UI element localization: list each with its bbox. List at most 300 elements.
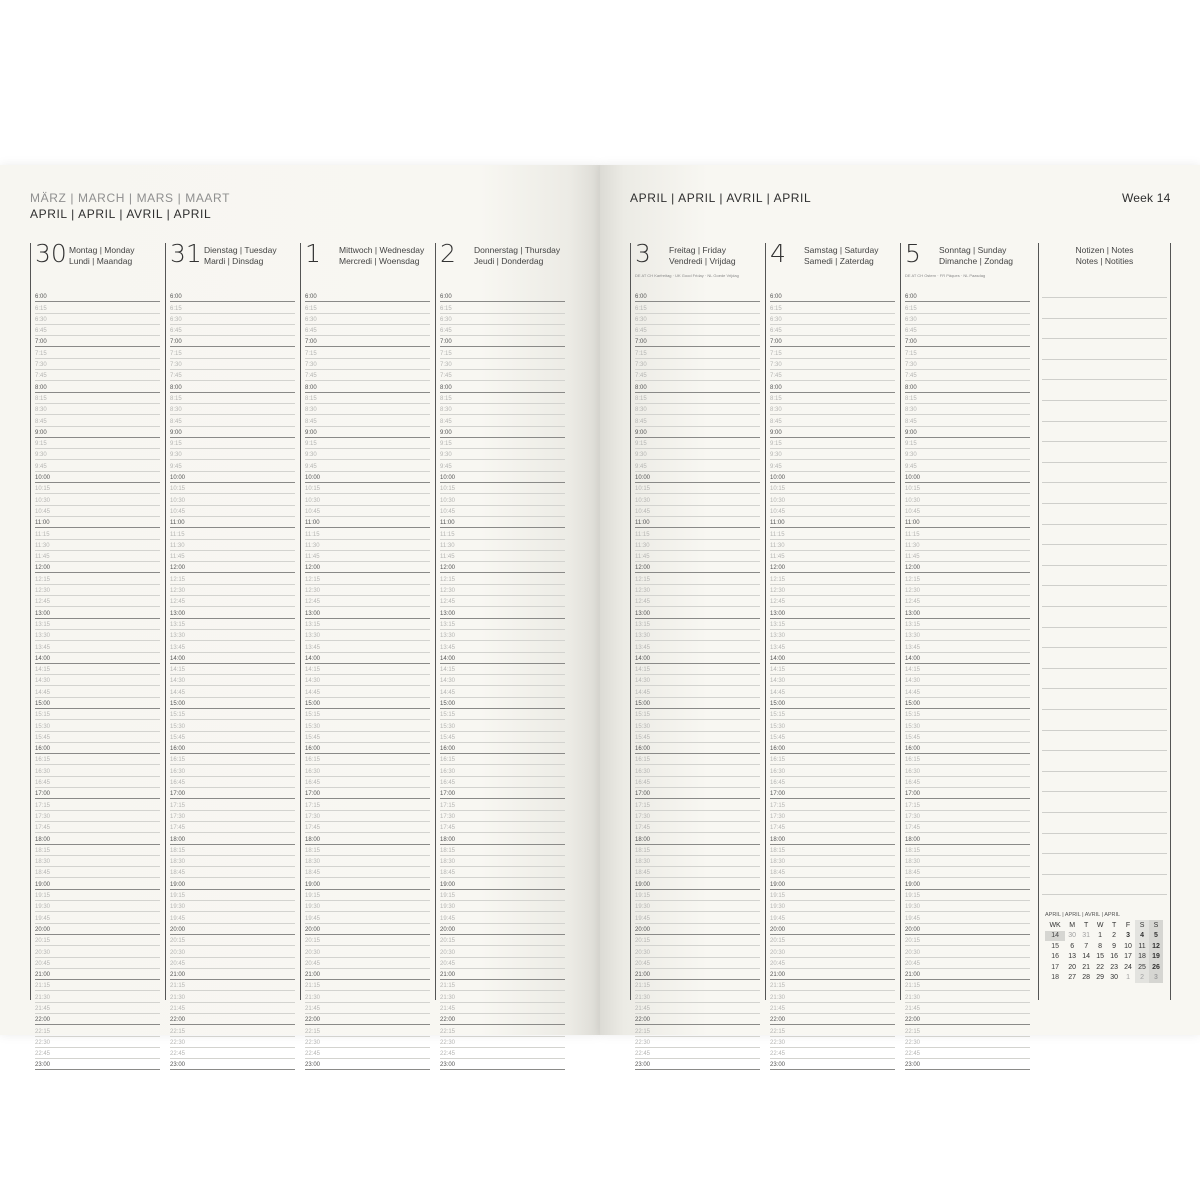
- notes-line[interactable]: [1042, 791, 1167, 792]
- time-slot[interactable]: [440, 1048, 565, 1059]
- time-slot[interactable]: [635, 404, 760, 415]
- time-slot[interactable]: [635, 1048, 760, 1059]
- time-slot[interactable]: [635, 506, 760, 517]
- time-slot[interactable]: [770, 314, 895, 325]
- time-slot[interactable]: [770, 551, 895, 562]
- time-slot[interactable]: [170, 686, 295, 697]
- time-slot[interactable]: [35, 381, 160, 392]
- time-slot[interactable]: [770, 630, 895, 641]
- time-slot[interactable]: [635, 483, 760, 494]
- time-slot[interactable]: [635, 698, 760, 709]
- time-slot[interactable]: [170, 302, 295, 313]
- time-slot[interactable]: [440, 472, 565, 483]
- time-slot[interactable]: [905, 517, 1030, 528]
- time-slot[interactable]: [170, 438, 295, 449]
- time-slot[interactable]: [305, 415, 430, 426]
- time-slot[interactable]: [305, 1037, 430, 1048]
- time-slot[interactable]: [170, 845, 295, 856]
- time-slot[interactable]: [440, 381, 565, 392]
- time-slot[interactable]: [170, 867, 295, 878]
- time-slot[interactable]: [635, 1037, 760, 1048]
- time-slot[interactable]: [635, 686, 760, 697]
- notes-line[interactable]: [1042, 482, 1167, 483]
- time-slot[interactable]: [905, 969, 1030, 980]
- time-slot[interactable]: [635, 653, 760, 664]
- time-slot[interactable]: [635, 720, 760, 731]
- time-slot[interactable]: [170, 935, 295, 946]
- time-slot[interactable]: [440, 958, 565, 969]
- time-slot[interactable]: [305, 743, 430, 754]
- notes-line[interactable]: [1042, 627, 1167, 628]
- time-slot[interactable]: [440, 291, 565, 302]
- time-slot[interactable]: [35, 630, 160, 641]
- time-slot[interactable]: [305, 460, 430, 471]
- time-slot[interactable]: [35, 799, 160, 810]
- time-slot[interactable]: [905, 675, 1030, 686]
- time-slot[interactable]: [35, 302, 160, 313]
- time-slot[interactable]: [305, 347, 430, 358]
- time-slot[interactable]: [170, 1037, 295, 1048]
- notes-line[interactable]: [1042, 606, 1167, 607]
- time-slot[interactable]: [905, 788, 1030, 799]
- time-slot[interactable]: [35, 1037, 160, 1048]
- time-slot[interactable]: [440, 460, 565, 471]
- time-slot[interactable]: [770, 935, 895, 946]
- time-slot[interactable]: [440, 664, 565, 675]
- time-slot[interactable]: [770, 924, 895, 935]
- time-slot[interactable]: [770, 958, 895, 969]
- time-slot[interactable]: [905, 359, 1030, 370]
- time-slot[interactable]: [440, 596, 565, 607]
- time-slot[interactable]: [635, 1014, 760, 1025]
- time-slot[interactable]: [35, 833, 160, 844]
- time-slot[interactable]: [170, 991, 295, 1002]
- time-slot[interactable]: [770, 619, 895, 630]
- time-slot[interactable]: [905, 664, 1030, 675]
- time-slot[interactable]: [305, 686, 430, 697]
- time-slot[interactable]: [635, 494, 760, 505]
- time-slot[interactable]: [635, 585, 760, 596]
- time-slot[interactable]: [305, 573, 430, 584]
- time-slot[interactable]: [170, 325, 295, 336]
- time-slot[interactable]: [35, 1048, 160, 1059]
- time-slot[interactable]: [905, 1037, 1030, 1048]
- time-slot[interactable]: [440, 528, 565, 539]
- time-slot[interactable]: [635, 743, 760, 754]
- time-slot[interactable]: [170, 980, 295, 991]
- time-slot[interactable]: [635, 291, 760, 302]
- time-slot[interactable]: [770, 449, 895, 460]
- time-slot[interactable]: [170, 1059, 295, 1070]
- time-slot[interactable]: [905, 472, 1030, 483]
- time-slot[interactable]: [170, 765, 295, 776]
- time-slot[interactable]: [35, 664, 160, 675]
- time-slot[interactable]: [170, 506, 295, 517]
- time-slot[interactable]: [905, 890, 1030, 901]
- time-slot[interactable]: [905, 686, 1030, 697]
- time-slot[interactable]: [170, 528, 295, 539]
- time-slot[interactable]: [905, 845, 1030, 856]
- time-slot[interactable]: [635, 935, 760, 946]
- time-slot[interactable]: [905, 946, 1030, 957]
- time-slot[interactable]: [35, 1025, 160, 1036]
- time-slot[interactable]: [440, 912, 565, 923]
- time-slot[interactable]: [35, 314, 160, 325]
- time-slot[interactable]: [905, 698, 1030, 709]
- time-slot[interactable]: [35, 754, 160, 765]
- time-slot[interactable]: [305, 811, 430, 822]
- time-slot[interactable]: [770, 991, 895, 1002]
- time-slot[interactable]: [770, 438, 895, 449]
- time-slot[interactable]: [770, 980, 895, 991]
- time-slot[interactable]: [635, 1025, 760, 1036]
- time-slot[interactable]: [305, 483, 430, 494]
- time-slot[interactable]: [305, 788, 430, 799]
- time-slot[interactable]: [35, 935, 160, 946]
- time-slot[interactable]: [905, 754, 1030, 765]
- time-slot[interactable]: [905, 528, 1030, 539]
- time-slot[interactable]: [170, 460, 295, 471]
- time-slot[interactable]: [440, 1025, 565, 1036]
- time-slot[interactable]: [905, 833, 1030, 844]
- time-slot[interactable]: [440, 314, 565, 325]
- time-slot[interactable]: [305, 619, 430, 630]
- time-slot[interactable]: [905, 619, 1030, 630]
- time-slot[interactable]: [35, 980, 160, 991]
- time-slot[interactable]: [35, 946, 160, 957]
- time-slot[interactable]: [770, 596, 895, 607]
- time-slot[interactable]: [905, 765, 1030, 776]
- time-slot[interactable]: [35, 765, 160, 776]
- time-slot[interactable]: [440, 709, 565, 720]
- time-slot[interactable]: [440, 991, 565, 1002]
- time-slot[interactable]: [35, 878, 160, 889]
- time-slot[interactable]: [440, 698, 565, 709]
- time-slot[interactable]: [440, 732, 565, 743]
- time-slot[interactable]: [440, 483, 565, 494]
- time-slot[interactable]: [170, 415, 295, 426]
- notes-line[interactable]: [1042, 318, 1167, 319]
- time-slot[interactable]: [440, 980, 565, 991]
- time-slot[interactable]: [770, 946, 895, 957]
- time-slot[interactable]: [440, 720, 565, 731]
- time-slot[interactable]: [305, 1003, 430, 1014]
- time-slot[interactable]: [305, 822, 430, 833]
- time-slot[interactable]: [170, 619, 295, 630]
- time-slot[interactable]: [170, 314, 295, 325]
- time-slot[interactable]: [35, 460, 160, 471]
- time-slot[interactable]: [305, 856, 430, 867]
- time-slot[interactable]: [635, 822, 760, 833]
- time-slot[interactable]: [905, 370, 1030, 381]
- time-slot[interactable]: [905, 393, 1030, 404]
- time-slot[interactable]: [635, 833, 760, 844]
- time-slot[interactable]: [770, 777, 895, 788]
- time-slot[interactable]: [440, 370, 565, 381]
- time-slot[interactable]: [170, 494, 295, 505]
- time-slot[interactable]: [170, 630, 295, 641]
- time-slot[interactable]: [305, 765, 430, 776]
- time-slot[interactable]: [770, 765, 895, 776]
- time-slot[interactable]: [770, 867, 895, 878]
- time-slot[interactable]: [170, 1048, 295, 1059]
- time-slot[interactable]: [170, 788, 295, 799]
- time-slot[interactable]: [635, 675, 760, 686]
- time-slot[interactable]: [305, 528, 430, 539]
- time-slot[interactable]: [770, 732, 895, 743]
- time-slot[interactable]: [170, 291, 295, 302]
- time-slot[interactable]: [170, 754, 295, 765]
- time-slot[interactable]: [35, 596, 160, 607]
- time-slot[interactable]: [170, 799, 295, 810]
- time-slot[interactable]: [770, 856, 895, 867]
- time-slot[interactable]: [440, 969, 565, 980]
- time-slot[interactable]: [770, 381, 895, 392]
- time-slot[interactable]: [440, 619, 565, 630]
- time-slot[interactable]: [170, 946, 295, 957]
- time-slot[interactable]: [905, 347, 1030, 358]
- time-slot[interactable]: [35, 573, 160, 584]
- time-slot[interactable]: [35, 777, 160, 788]
- time-slot[interactable]: [170, 517, 295, 528]
- time-slot[interactable]: [305, 404, 430, 415]
- time-slot[interactable]: [905, 607, 1030, 618]
- time-slot[interactable]: [770, 472, 895, 483]
- notes-line[interactable]: [1042, 297, 1167, 298]
- time-slot[interactable]: [440, 573, 565, 584]
- time-slot[interactable]: [770, 664, 895, 675]
- time-slot[interactable]: [770, 573, 895, 584]
- time-slot[interactable]: [35, 856, 160, 867]
- time-slot[interactable]: [770, 686, 895, 697]
- time-slot[interactable]: [635, 754, 760, 765]
- time-slot[interactable]: [440, 562, 565, 573]
- time-slot[interactable]: [905, 1059, 1030, 1070]
- time-slot[interactable]: [770, 1003, 895, 1014]
- time-slot[interactable]: [635, 460, 760, 471]
- time-slot[interactable]: [635, 438, 760, 449]
- time-slot[interactable]: [635, 381, 760, 392]
- time-slot[interactable]: [35, 528, 160, 539]
- time-slot[interactable]: [905, 1025, 1030, 1036]
- time-slot[interactable]: [35, 811, 160, 822]
- time-slot[interactable]: [35, 1014, 160, 1025]
- time-slot[interactable]: [305, 596, 430, 607]
- time-slot[interactable]: [305, 325, 430, 336]
- time-slot[interactable]: [635, 314, 760, 325]
- time-slot[interactable]: [440, 325, 565, 336]
- time-slot[interactable]: [770, 822, 895, 833]
- time-slot[interactable]: [35, 494, 160, 505]
- time-slot[interactable]: [770, 585, 895, 596]
- time-slot[interactable]: [170, 404, 295, 415]
- notes-line[interactable]: [1042, 874, 1167, 875]
- time-slot[interactable]: [905, 596, 1030, 607]
- time-slot[interactable]: [440, 393, 565, 404]
- time-slot[interactable]: [35, 607, 160, 618]
- time-slot[interactable]: [440, 336, 565, 347]
- time-slot[interactable]: [905, 991, 1030, 1002]
- time-slot[interactable]: [770, 969, 895, 980]
- time-slot[interactable]: [305, 438, 430, 449]
- time-slot[interactable]: [770, 427, 895, 438]
- notes-line[interactable]: [1042, 379, 1167, 380]
- time-slot[interactable]: [305, 551, 430, 562]
- time-slot[interactable]: [305, 969, 430, 980]
- time-slot[interactable]: [905, 404, 1030, 415]
- time-slot[interactable]: [35, 393, 160, 404]
- notes-line[interactable]: [1042, 750, 1167, 751]
- time-slot[interactable]: [635, 1003, 760, 1014]
- time-slot[interactable]: [170, 969, 295, 980]
- time-slot[interactable]: [170, 833, 295, 844]
- time-slot[interactable]: [170, 878, 295, 889]
- time-slot[interactable]: [440, 404, 565, 415]
- time-slot[interactable]: [35, 901, 160, 912]
- time-slot[interactable]: [170, 483, 295, 494]
- time-slot[interactable]: [635, 845, 760, 856]
- time-slot[interactable]: [35, 427, 160, 438]
- time-slot[interactable]: [170, 1025, 295, 1036]
- time-slot[interactable]: [440, 754, 565, 765]
- time-slot[interactable]: [635, 630, 760, 641]
- time-slot[interactable]: [305, 991, 430, 1002]
- time-slot[interactable]: [440, 1014, 565, 1025]
- time-slot[interactable]: [635, 777, 760, 788]
- time-slot[interactable]: [170, 822, 295, 833]
- time-slot[interactable]: [905, 585, 1030, 596]
- time-slot[interactable]: [440, 630, 565, 641]
- time-slot[interactable]: [440, 765, 565, 776]
- time-slot[interactable]: [170, 472, 295, 483]
- time-slot[interactable]: [635, 573, 760, 584]
- time-slot[interactable]: [905, 1003, 1030, 1014]
- time-slot[interactable]: [170, 664, 295, 675]
- time-slot[interactable]: [35, 698, 160, 709]
- time-slot[interactable]: [635, 912, 760, 923]
- notes-line[interactable]: [1042, 709, 1167, 710]
- time-slot[interactable]: [440, 1003, 565, 1014]
- time-slot[interactable]: [440, 641, 565, 652]
- time-slot[interactable]: [35, 675, 160, 686]
- time-slot[interactable]: [905, 1048, 1030, 1059]
- time-slot[interactable]: [905, 709, 1030, 720]
- time-slot[interactable]: [635, 427, 760, 438]
- time-slot[interactable]: [170, 777, 295, 788]
- time-slot[interactable]: [905, 438, 1030, 449]
- time-slot[interactable]: [770, 720, 895, 731]
- notes-line[interactable]: [1042, 894, 1167, 895]
- time-slot[interactable]: [770, 393, 895, 404]
- time-slot[interactable]: [440, 540, 565, 551]
- time-slot[interactable]: [170, 393, 295, 404]
- time-slot[interactable]: [440, 359, 565, 370]
- time-slot[interactable]: [770, 494, 895, 505]
- notes-line[interactable]: [1042, 853, 1167, 854]
- time-slot[interactable]: [35, 562, 160, 573]
- time-slot[interactable]: [305, 890, 430, 901]
- time-slot[interactable]: [905, 314, 1030, 325]
- time-slot[interactable]: [905, 336, 1030, 347]
- time-slot[interactable]: [35, 585, 160, 596]
- time-slot[interactable]: [905, 291, 1030, 302]
- time-slot[interactable]: [305, 901, 430, 912]
- notes-line[interactable]: [1042, 688, 1167, 689]
- time-slot[interactable]: [635, 619, 760, 630]
- time-slot[interactable]: [170, 359, 295, 370]
- time-slot[interactable]: [905, 935, 1030, 946]
- time-slot[interactable]: [35, 449, 160, 460]
- time-slot[interactable]: [635, 924, 760, 935]
- time-slot[interactable]: [635, 901, 760, 912]
- time-slot[interactable]: [905, 924, 1030, 935]
- time-slot[interactable]: [170, 449, 295, 460]
- time-slot[interactable]: [905, 720, 1030, 731]
- notes-line[interactable]: [1042, 338, 1167, 339]
- notes-line[interactable]: [1042, 812, 1167, 813]
- time-slot[interactable]: [635, 958, 760, 969]
- time-slot[interactable]: [905, 630, 1030, 641]
- time-slot[interactable]: [170, 596, 295, 607]
- time-slot[interactable]: [635, 878, 760, 889]
- time-slot[interactable]: [170, 856, 295, 867]
- time-slot[interactable]: [305, 540, 430, 551]
- time-slot[interactable]: [905, 878, 1030, 889]
- time-slot[interactable]: [170, 370, 295, 381]
- time-slot[interactable]: [440, 901, 565, 912]
- time-slot[interactable]: [635, 765, 760, 776]
- time-slot[interactable]: [305, 845, 430, 856]
- time-slot[interactable]: [440, 1059, 565, 1070]
- time-slot[interactable]: [35, 822, 160, 833]
- time-slot[interactable]: [635, 1059, 760, 1070]
- time-slot[interactable]: [635, 811, 760, 822]
- time-slot[interactable]: [305, 641, 430, 652]
- time-slot[interactable]: [440, 415, 565, 426]
- time-slot[interactable]: [305, 370, 430, 381]
- time-slot[interactable]: [635, 641, 760, 652]
- time-slot[interactable]: [905, 506, 1030, 517]
- time-slot[interactable]: [305, 878, 430, 889]
- time-slot[interactable]: [305, 585, 430, 596]
- time-slot[interactable]: [635, 596, 760, 607]
- time-slot[interactable]: [170, 1003, 295, 1014]
- notes-line[interactable]: [1042, 441, 1167, 442]
- time-slot[interactable]: [440, 878, 565, 889]
- time-slot[interactable]: [305, 427, 430, 438]
- time-slot[interactable]: [905, 641, 1030, 652]
- time-slot[interactable]: [440, 585, 565, 596]
- time-slot[interactable]: [305, 472, 430, 483]
- time-slot[interactable]: [305, 1014, 430, 1025]
- time-slot[interactable]: [770, 1059, 895, 1070]
- time-slot[interactable]: [35, 732, 160, 743]
- time-slot[interactable]: [635, 788, 760, 799]
- time-slot[interactable]: [35, 517, 160, 528]
- time-slot[interactable]: [440, 347, 565, 358]
- time-slot[interactable]: [770, 325, 895, 336]
- notes-line[interactable]: [1042, 771, 1167, 772]
- time-slot[interactable]: [905, 449, 1030, 460]
- time-slot[interactable]: [770, 1014, 895, 1025]
- notes-line[interactable]: [1042, 730, 1167, 731]
- notes-line[interactable]: [1042, 565, 1167, 566]
- time-slot[interactable]: [305, 630, 430, 641]
- time-slot[interactable]: [905, 381, 1030, 392]
- time-slot[interactable]: [440, 743, 565, 754]
- time-slot[interactable]: [905, 460, 1030, 471]
- time-slot[interactable]: [905, 822, 1030, 833]
